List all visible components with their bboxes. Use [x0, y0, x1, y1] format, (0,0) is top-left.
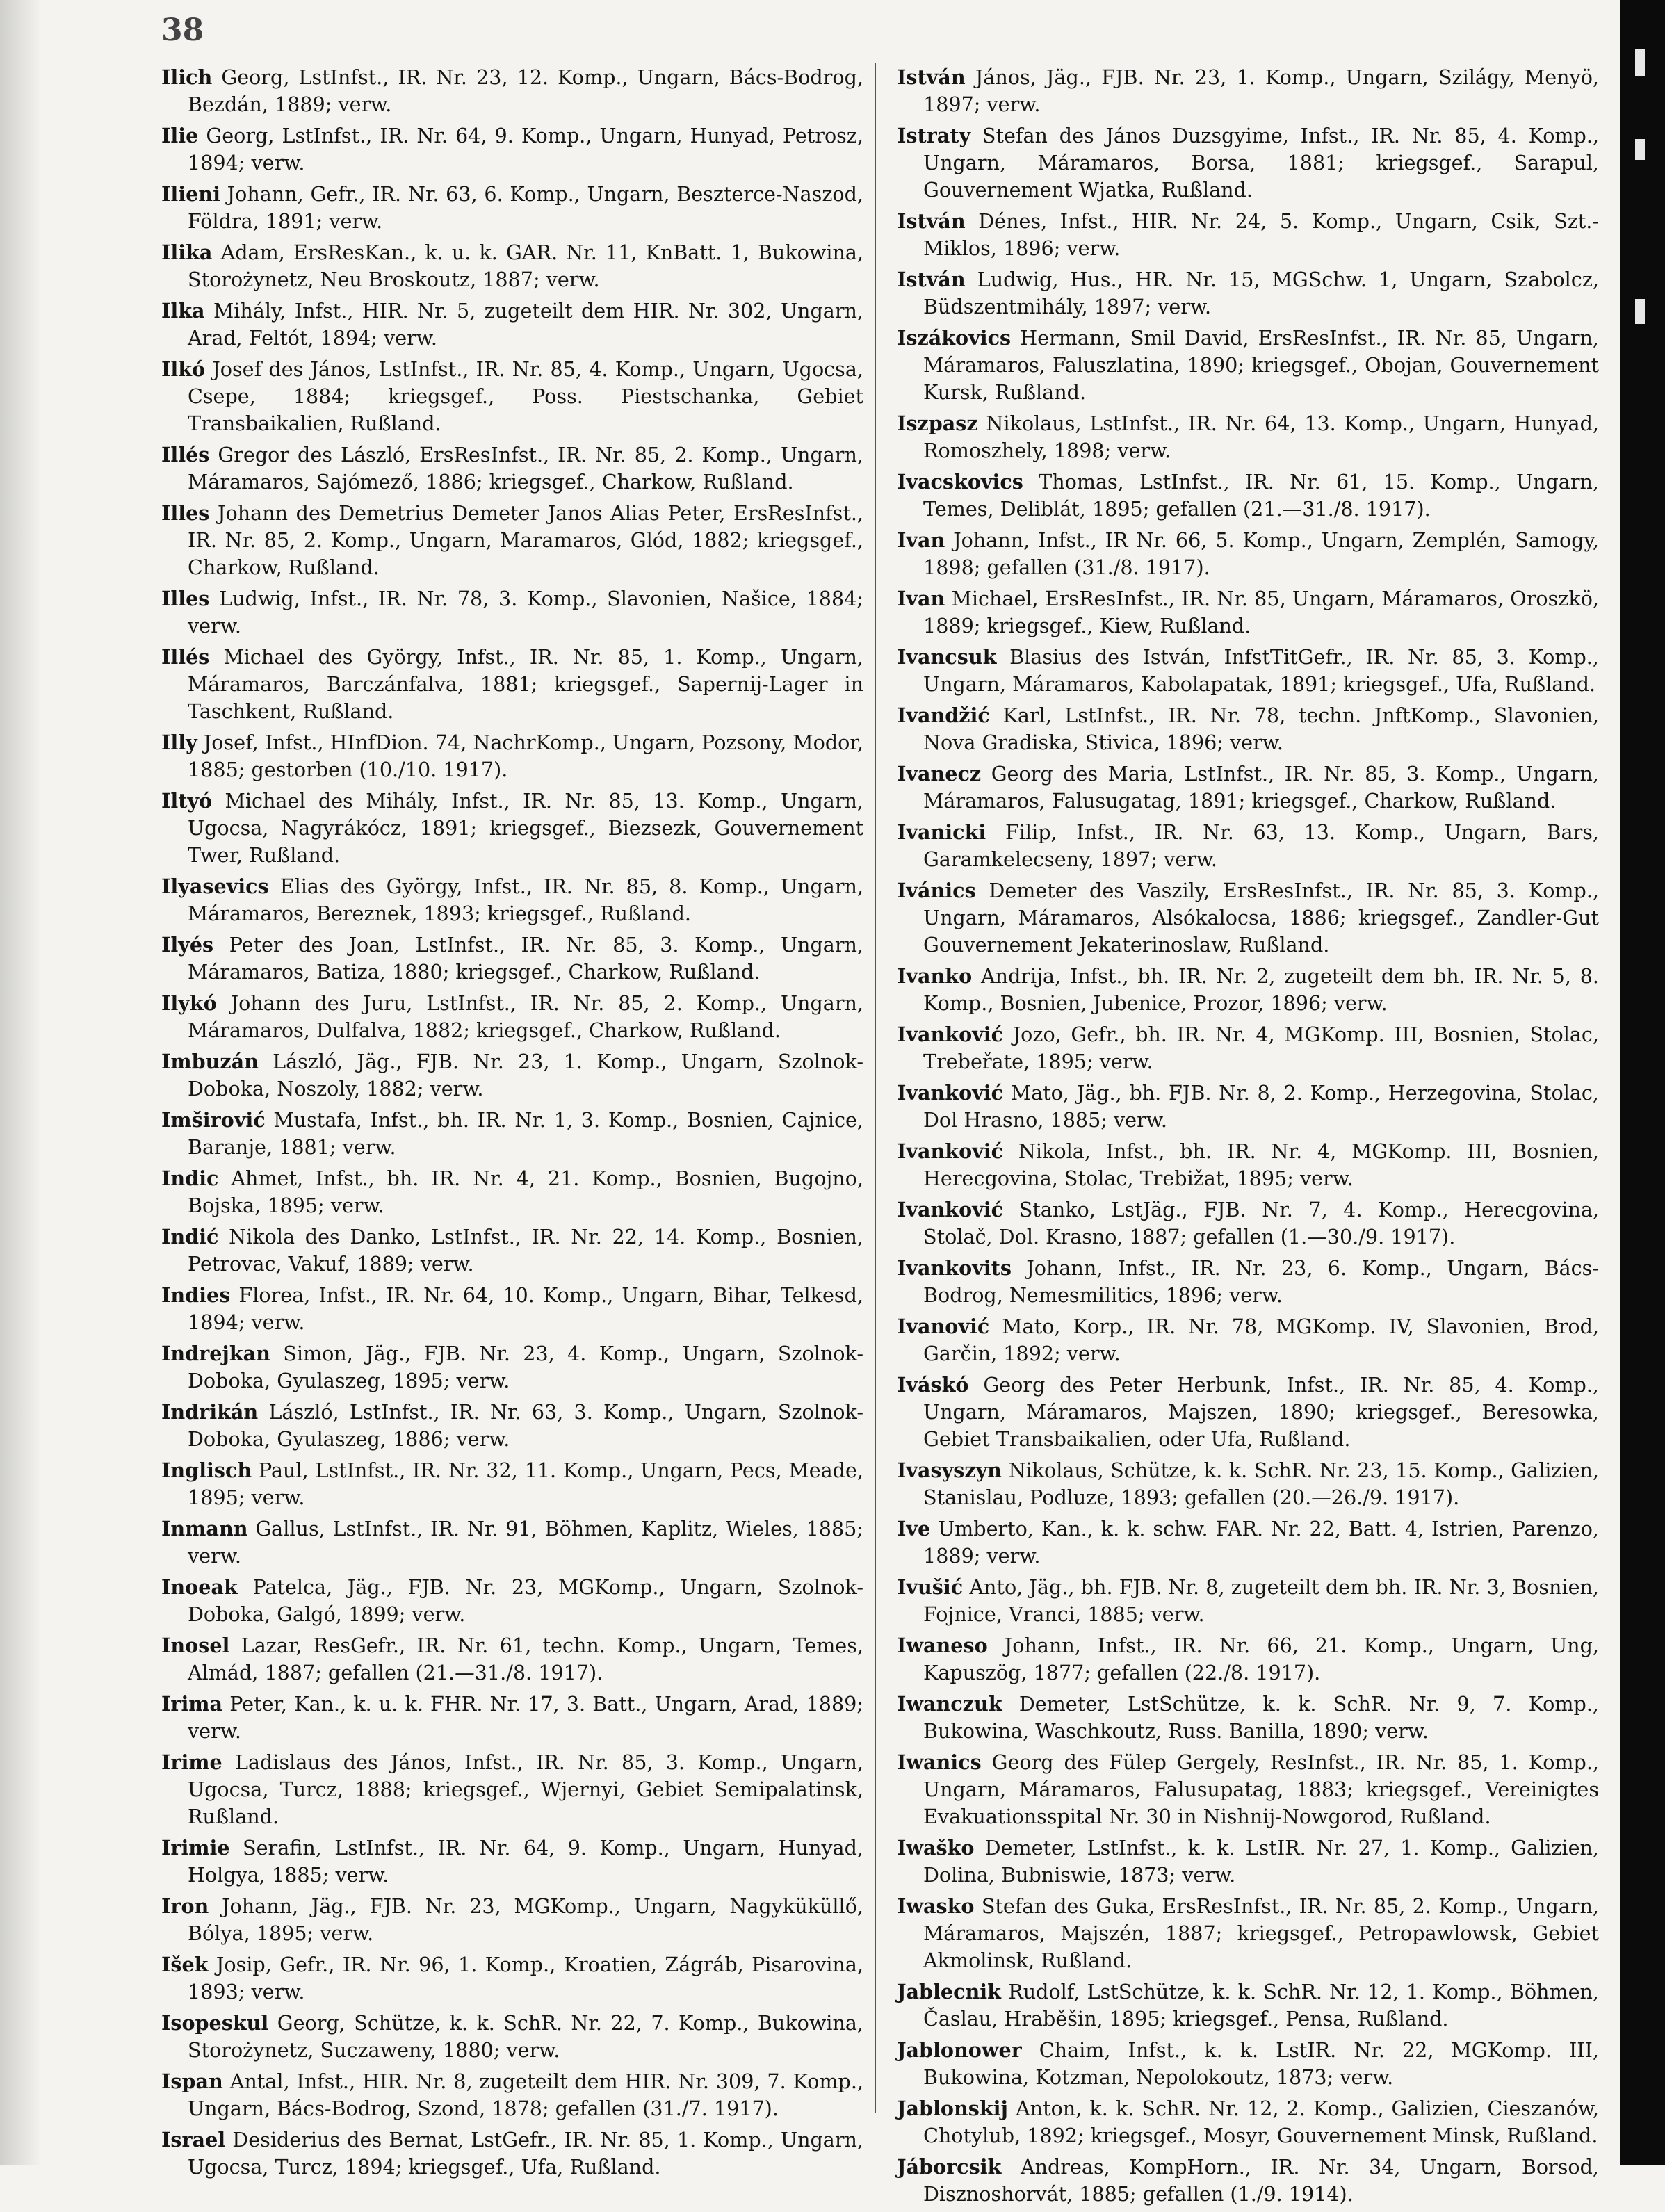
entry-details: Georg des Peter Herbunk, Infst., IR. Nr. 85, 4. Komp., Ungarn, Máramaros, Majszen, 1890; kriegsgef., Beresowka, Gebiet Transbaikalien, oder Ufa, Rußland. [923, 1373, 1599, 1451]
entry-details: Lazar, ResGefr., IR. Nr. 61, techn. Komp., Ungarn, Temes, Almád, 1887; gefallen (21.—31./8. 1917). [188, 1634, 863, 1684]
entry-name: Isopeskul [161, 2011, 269, 2035]
entry-details: Georg des Maria, LstInfst., IR. Nr. 85, 3. Komp., Ungarn, Máramaros, Falusugatag, 1891; kriegsgef., Charkow, Rußland. [923, 762, 1600, 813]
entry-details: Stefan des János Duzsgyime, Infst., IR. Nr. 85, 4. Komp., Ungarn, Máramaros, Borsa, 1881; kriegsgef., Sarapul, Gouvernement Wjatka, Rußland. [923, 124, 1600, 202]
list-entry [897, 1457, 1599, 1511]
list-entry [161, 932, 863, 986]
list-entry [161, 1749, 863, 1830]
list-entry [161, 356, 863, 437]
list-entry [161, 500, 863, 581]
list-entry [897, 1893, 1599, 1974]
entry-name: István [897, 209, 966, 233]
list-entry [897, 2037, 1599, 2091]
list-entry [897, 64, 1599, 118]
scan-edge-band [1620, 0, 1665, 2165]
entry-name: Iron [161, 1894, 209, 1918]
entry-details: Desiderius des Bernat, LstGefr., IR. Nr. 85, 1. Komp., Ungarn, Ugocsa, Turcz, 1894; kriegsgef., Ufa, Rußland. [188, 2128, 864, 2179]
entry-name: Ivacskovics [897, 470, 1023, 494]
list-entry [897, 1835, 1599, 1889]
list-entry [161, 1048, 863, 1103]
entry-details: Elias des György, Infst., IR. Nr. 85, 8. Komp., Ungarn, Máramaros, Bereznek, 1893; kriegsgef., Rußland. [188, 875, 863, 925]
entry-name: Inosel [161, 1634, 230, 1657]
list-entry [161, 1835, 863, 1889]
entry-name: Illy [161, 731, 197, 754]
entry-name: Illés [161, 443, 210, 466]
list-entry [161, 2126, 863, 2181]
list-entry [897, 469, 1599, 523]
entry-details: Peter, Kan., k. u. k. FHR. Nr. 17, 3. Batt., Ungarn, Arad, 1889; verw. [188, 1692, 864, 1743]
entry-details: Michael, ErsResInfst., IR. Nr. 85, Ungarn, Máramaros, Oroszkö, 1889; kriegsgef., Kiew, Rußland. [923, 587, 1599, 637]
list-entry [897, 266, 1599, 320]
list-entry [897, 1978, 1599, 2033]
entry-details: Jozo, Gefr., bh. IR. Nr. 4, MGKomp. III, Bosnien, Stolac, Trebeřate, 1895; verw. [923, 1023, 1599, 1073]
entry-details: Anton, k. k. SchR. Nr. 12, 2. Komp., Galizien, Cieszanów, Chotylub, 1892; kriegsgef., Mosyr, Gouvernement Minsk, Rußland. [923, 2097, 1599, 2147]
list-entry [161, 2068, 863, 2122]
entry-name: Imširović [161, 1108, 266, 1132]
list-entry [161, 1165, 863, 1219]
list-entry [161, 1223, 863, 1278]
entry-details: Patelca, Jäg., FJB. Nr. 23, MGKomp., Ungarn, Szolnok-Doboka, Galgó, 1899; verw. [188, 1575, 864, 1626]
entry-name: Ive [897, 1517, 931, 1540]
list-entry [897, 761, 1599, 815]
list-entry [897, 1080, 1599, 1134]
list-entry [161, 1282, 863, 1336]
entry-details: Adam, ErsResKan., k. u. k. GAR. Nr. 11, KnBatt. 1, Bukowina, Storożynetz, Neu Broskoutz, 1887; verw. [188, 241, 863, 291]
entry-name: István [897, 268, 966, 291]
list-entry [161, 181, 863, 235]
entry-name: Ivasyszyn [897, 1458, 1002, 1482]
list-entry [161, 1107, 863, 1161]
entry-name: Iwanczuk [897, 1692, 1002, 1716]
entry-details: Ludwig, Infst., IR. Nr. 78, 3. Komp., Slavonien, Našice, 1884; verw. [188, 587, 863, 637]
list-entry [897, 702, 1599, 756]
list-entry [897, 2095, 1599, 2149]
entry-details: Georg, LstInfst., IR. Nr. 64, 9. Komp., Ungarn, Hunyad, Petrosz, 1894; verw. [188, 124, 863, 174]
entry-name: Inglisch [161, 1458, 252, 1482]
list-entry [161, 1340, 863, 1394]
entry-details: Stanko, LstJäg., FJB. Nr. 7, 4. Komp., Herecgovina, Stolač, Dol. Krasno, 1887; gefallen (1.—30./9. 1917). [923, 1198, 1600, 1249]
entry-details: Johann, Infst., IR. Nr. 66, 21. Komp., Ungarn, Ung, Kapuszög, 1877; gefallen (22./8. 1917). [923, 1634, 1599, 1684]
scan-edge-mark [1635, 49, 1645, 76]
entry-details: Johann, Infst., IR. Nr. 23, 6. Komp., Ungarn, Bács-Bodrog, Nemesmilitics, 1896; verw. [923, 1256, 1599, 1307]
entry-name: Ilie [161, 124, 199, 147]
entry-name: Ispan [161, 2069, 223, 2093]
entry-name: Ivánics [897, 879, 976, 902]
list-entry [161, 122, 863, 177]
page-number: 38 [161, 13, 204, 48]
entry-details: Mato, Jäg., bh. FJB. Nr. 8, 2. Komp., Herzegovina, Stolac, Dol Hrasno, 1885; verw. [923, 1081, 1600, 1132]
entry-details: Dénes, Infst., HIR. Nr. 24, 5. Komp., Ungarn, Csik, Szt.-Miklos, 1896; verw. [923, 209, 1600, 260]
entry-name: Iszpasz [897, 412, 978, 435]
list-entry [897, 1574, 1599, 1628]
entry-details: Chaim, Infst., k. k. LstIR. Nr. 22, MGKomp. III, Bukowina, Kotzman, Nepolokoutz, 1873; verw. [923, 2038, 1599, 2089]
list-entry [161, 873, 863, 927]
list-entry [897, 877, 1599, 959]
entry-details: Peter des Joan, LstInfst., IR. Nr. 85, 3. Komp., Ungarn, Máramaros, Batiza, 1880; kriegsgef., Charkow, Rußland. [188, 933, 863, 984]
entry-details: Antal, Infst., HIR. Nr. 8, zugeteilt dem HIR. Nr. 309, 7. Komp., Ungarn, Bács-Bodrog, Szond, 1878; gefallen (31./7. 1917). [188, 2069, 864, 2120]
list-entry [161, 729, 863, 783]
entry-name: Ilika [161, 241, 213, 264]
entry-details: Ladislaus des János, Infst., IR. Nr. 85, 3. Komp., Ungarn, Ugocsa, Turcz, 1888; kriegsgef., Wjernyi, Gebiet Semipalatinsk, Rußland. [188, 1750, 863, 1828]
entry-name: Ilyasevics [161, 875, 269, 898]
entry-details: Nikolaus, LstInfst., IR. Nr. 64, 13. Komp., Ungarn, Hunyad, Romoszhely, 1898; verw. [923, 412, 1599, 462]
list-entry [897, 1138, 1599, 1192]
entry-name: Jáborcsik [897, 2155, 1002, 2179]
entry-name: Ilyés [161, 933, 214, 957]
list-entry [897, 1372, 1599, 1453]
entry-details: Georg, LstInfst., IR. Nr. 23, 12. Komp., Ungarn, Bács-Bodrog, Bezdán, 1889; verw. [188, 65, 863, 116]
entry-name: Ivanković [897, 1023, 1004, 1046]
entry-name: Istraty [897, 124, 971, 147]
list-entry [897, 1632, 1599, 1686]
list-entry [897, 1515, 1599, 1570]
entry-name: Indrikán [161, 1400, 259, 1424]
entry-details: Johann, Infst., IR Nr. 66, 5. Komp., Ungarn, Zemplén, Samogy, 1898; gefallen (31./8. 1917). [923, 528, 1599, 579]
entry-name: Ivan [897, 587, 945, 610]
entry-name: Ilkó [161, 357, 206, 381]
entry-details: Blasius des István, InfstTitGefr., IR. Nr. 85, 3. Komp., Ungarn, Máramaros, Kabolapatak, 1891; kriegsgef., Ufa, Rußland. [923, 645, 1599, 696]
list-entry [897, 963, 1599, 1017]
list-entry [161, 64, 863, 118]
entry-details: Josef des János, LstInfst., IR. Nr. 85, 4. Komp., Ungarn, Ugocsa, Csepe, 1884; kriegsgef., Poss. Piestschanka, Gebiet Transbaikalien, Rußland. [188, 357, 863, 435]
entry-details: Gallus, LstInfst., IR. Nr. 91, Böhmen, Kaplitz, Wieles, 1885; verw. [188, 1517, 863, 1568]
entry-details: Serafin, LstInfst., IR. Nr. 64, 9. Komp., Ungarn, Hunyad, Holgya, 1885; verw. [188, 1836, 863, 1887]
left-column [161, 64, 863, 2185]
entry-name: Jablonower [897, 2038, 1022, 2062]
entry-details: Nikola, Infst., bh. IR. Nr. 4, MGKomp. III, Bosnien, Herecgovina, Stolac, Trebižat, 1895; verw. [923, 1139, 1599, 1190]
entry-name: Irimie [161, 1836, 230, 1860]
entry-name: Inoeak [161, 1575, 238, 1599]
list-entry [161, 441, 863, 496]
entry-name: Irime [161, 1750, 222, 1774]
entry-details: Thomas, LstInfst., IR. Nr. 61, 15. Komp., Ungarn, Temes, Deliblát, 1895; gefallen (21.—31./8. 1917). [923, 470, 1599, 521]
list-entry [161, 239, 863, 293]
entry-name: Ivanko [897, 964, 973, 988]
entry-name: Iváskó [897, 1373, 969, 1397]
list-entry [897, 1255, 1599, 1309]
entry-details: Paul, LstInfst., IR. Nr. 32, 11. Komp., Ungarn, Pecs, Meade, 1895; verw. [188, 1458, 863, 1509]
entry-name: Ilieni [161, 182, 220, 206]
entry-name: Ivankovits [897, 1256, 1012, 1280]
list-entry [897, 1691, 1599, 1745]
entry-details: Stefan des Guka, ErsResInfst., IR. Nr. 85, 2. Komp., Ungarn, Máramaros, Majszén, 1887; kriegsgef., Petropawlowsk, Gebiet Akmolinsk, Rußland. [923, 1894, 1599, 1972]
entry-name: Ivanković [897, 1198, 1004, 1221]
list-entry [897, 644, 1599, 698]
entry-name: Ivanecz [897, 762, 982, 786]
entry-details: Johann des Juru, LstInfst., IR. Nr. 85, 2. Komp., Ungarn, Máramaros, Dulfalva, 1882; kriegsgef., Charkow, Rußland. [188, 991, 864, 1042]
entry-name: Imbuzán [161, 1050, 259, 1073]
entry-details: Florea, Infst., IR. Nr. 64, 10. Komp., Ungarn, Bihar, Telkesd, 1894; verw. [188, 1283, 863, 1334]
entry-details: Johann, Gefr., IR. Nr. 63, 6. Komp., Ungarn, Beszterce-Naszod, Földra, 1891; verw. [188, 182, 863, 233]
entry-name: Inmann [161, 1517, 248, 1540]
entry-name: Ivanicki [897, 820, 986, 844]
column-divider [875, 63, 876, 2113]
entry-details: László, Jäg., FJB. Nr. 23, 1. Komp., Ungarn, Szolnok-Doboka, Noszoly, 1882; verw. [188, 1050, 864, 1100]
entry-name: Jablecnik [897, 1980, 1001, 2003]
entry-name: Iltyó [161, 789, 213, 813]
entry-details: Simon, Jäg., FJB. Nr. 23, 4. Komp., Ungarn, Szolnok-Doboka, Gyulaszeg, 1895; verw. [188, 1342, 863, 1392]
entry-details: Josef, Infst., HInfDion. 74, NachrKomp., Ungarn, Pozsony, Modor, 1885; gestorben (10./10. 1917). [188, 731, 863, 781]
entry-details: Nikolaus, Schütze, k. k. SchR. Nr. 23, 15. Komp., Galizien, Stanislau, Podluze, 1893; gefallen (20.—26./9. 1917). [923, 1458, 1599, 1509]
entry-name: István [897, 65, 966, 89]
entry-name: Illes [161, 501, 210, 525]
entry-details: Gregor des László, ErsResInfst., IR. Nr. 85, 2. Komp., Ungarn, Máramaros, Sajómező, 1886; kriegsgef., Charkow, Rußland. [188, 443, 863, 494]
entry-details: Demeter, LstInfst., k. k. LstIR. Nr. 27, 1. Komp., Galizien, Dolina, Bubniswie, 1873; verw. [923, 1836, 1599, 1887]
entry-name: Israel [161, 2128, 226, 2152]
entry-name: Išek [161, 1953, 209, 1976]
page-shadow [0, 0, 42, 2165]
entry-name: Iwanics [897, 1750, 982, 1774]
entry-details: Hermann, Smil David, ErsResInfst., IR. Nr. 85, Ungarn, Máramaros, Faluszlatina, 1890; kriegsgef., Obojan, Gouvernement Kursk, Rußland. [923, 326, 1599, 404]
entry-details: Josip, Gefr., IR. Nr. 96, 1. Komp., Kroatien, Zágráb, Pisarovina, 1893; verw. [188, 1953, 863, 2003]
entry-name: Iszákovics [897, 326, 1012, 350]
list-entry [161, 2010, 863, 2064]
entry-name: Iwaško [897, 1836, 975, 1860]
entry-name: Ivanović [897, 1315, 990, 1338]
list-entry [897, 527, 1599, 581]
entry-details: Nikola des Danko, LstInfst., IR. Nr. 22, 14. Komp., Bosnien, Petrovac, Vakuf, 1889; verw. [188, 1225, 863, 1276]
entry-details: Filip, Infst., IR. Nr. 63, 13. Komp., Ungarn, Bars, Garamkelecseny, 1897; verw. [923, 820, 1599, 871]
scan-edge-mark [1635, 299, 1645, 324]
list-entry [897, 1749, 1599, 1830]
list-entry [897, 1196, 1599, 1251]
list-entry [161, 1574, 863, 1628]
list-entry [161, 1691, 863, 1745]
scan-edge-mark [1635, 139, 1645, 160]
list-entry [161, 1632, 863, 1686]
entry-details: Michael des György, Infst., IR. Nr. 85, 1. Komp., Ungarn, Máramaros, Barczánfalva, 1881; kriegsgef., Sapernij-Lager in Taschkent, Rußland. [188, 645, 863, 723]
entry-name: Indić [161, 1225, 219, 1249]
entry-details: Mihály, Infst., HIR. Nr. 5, zugeteilt dem HIR. Nr. 302, Ungarn, Arad, Feltót, 1894; verw. [188, 299, 863, 350]
list-entry [897, 410, 1599, 464]
list-entry [897, 325, 1599, 406]
entry-details: Michael des Mihály, Infst., IR. Nr. 85, 13. Komp., Ungarn, Ugocsa, Nagyrákócz, 1891; kriegsgef., Biezsezk, Gouvernement Twer, Rußland. [188, 789, 864, 867]
entry-details: Andrija, Infst., bh. IR. Nr. 2, zugeteilt dem bh. IR. Nr. 5, 8. Komp., Bosnien, Jubenice, Prozor, 1896; verw. [923, 964, 1600, 1015]
list-entry [897, 585, 1599, 640]
entry-details: Mustafa, Infst., bh. IR. Nr. 1, 3. Komp., Bosnien, Cajnice, Baranje, 1881; verw. [188, 1108, 864, 1159]
list-entry [161, 1515, 863, 1570]
list-entry [161, 298, 863, 352]
list-entry [161, 990, 863, 1044]
entry-name: Jablonskij [897, 2097, 1008, 2120]
entry-details: Johann des Demetrius Demeter Janos Alias Peter, ErsResInfst., IR. Nr. 85, 2. Komp., Ungarn, Maramaros, Glód, 1882; kriegsgef., Charkow, Rußland. [188, 501, 864, 579]
entry-name: Ivanković [897, 1139, 1004, 1163]
entry-name: Ivandžić [897, 704, 990, 727]
entry-details: Karl, LstInfst., IR. Nr. 78, techn. JnftKomp., Slavonien, Nova Gradiska, Stivica, 1896; verw. [923, 704, 1599, 754]
list-entry [161, 1893, 863, 1947]
list-entry [897, 1313, 1599, 1367]
entry-name: Iwasko [897, 1894, 975, 1918]
entry-name: Irima [161, 1692, 223, 1716]
entry-name: Indies [161, 1283, 231, 1307]
list-entry [161, 1457, 863, 1511]
entry-name: Ilykó [161, 991, 217, 1015]
list-entry [897, 208, 1599, 262]
entry-details: Umberto, Kan., k. k. schw. FAR. Nr. 22, Batt. 4, Istrien, Parenzo, 1889; verw. [923, 1517, 1599, 1568]
entry-details: Johann, Jäg., FJB. Nr. 23, MGKomp., Ungarn, Nagyküküllő, Bólya, 1895; verw. [188, 1894, 863, 1945]
entry-details: Ludwig, Hus., HR. Nr. 15, MGSchw. 1, Ungarn, Szabolcz, Büdszentmihály, 1897; verw. [923, 268, 1599, 318]
entry-name: Indrejkan [161, 1342, 270, 1365]
entry-name: Illes [161, 587, 210, 610]
entry-name: Iwaneso [897, 1634, 988, 1657]
entry-details: Mato, Korp., IR. Nr. 78, MGKomp. IV, Slavonien, Brod, Garčin, 1892; verw. [923, 1315, 1599, 1365]
list-entry [161, 585, 863, 640]
entry-name: Ivušić [897, 1575, 964, 1599]
list-entry [161, 1399, 863, 1453]
entry-name: Ilich [161, 65, 213, 89]
list-entry [897, 2154, 1599, 2208]
entry-name: Ivancsuk [897, 645, 997, 669]
entry-name: Ivanković [897, 1081, 1004, 1105]
entry-details: Andreas, KompHorn., IR. Nr. 34, Ungarn, Borsod, Disznoshorvát, 1885; gefallen (1./9. 1914). [923, 2155, 1600, 2206]
entry-details: János, Jäg., FJB. Nr. 23, 1. Komp., Ungarn, Szilágy, Menyö, 1897; verw. [923, 65, 1599, 116]
entry-details: Demeter des Vaszily, ErsResInfst., IR. Nr. 85, 3. Komp., Ungarn, Máramaros, Alsókalocsa, 1886; kriegsgef., Zandler-Gut Gouvernement Jekaterinoslaw, Rußland. [923, 879, 1600, 957]
entry-details: Rudolf, LstSchütze, k. k. SchR. Nr. 12, 1. Komp., Böhmen, Časlau, Hraběšin, 1895; kriegsgef., Pensa, Rußland. [923, 1980, 1599, 2031]
entry-details: Georg, Schütze, k. k. SchR. Nr. 22, 7. Komp., Bukowina, Storożynetz, Suczaweny, 1880; verw. [188, 2011, 864, 2062]
entry-details: Ahmet, Infst., bh. IR. Nr. 4, 21. Komp., Bosnien, Bugojno, Bojska, 1895; verw. [188, 1166, 863, 1217]
list-entry [161, 1951, 863, 2006]
right-column [897, 64, 1599, 2212]
entry-details: László, LstInfst., IR. Nr. 63, 3. Komp., Ungarn, Szolnok-Doboka, Gyulaszeg, 1886; verw. [188, 1400, 863, 1451]
list-entry [161, 788, 863, 869]
entry-details: Anto, Jäg., bh. FJB. Nr. 8, zugeteilt dem bh. IR. Nr. 3, Bosnien, Fojnice, Vranci, 1885; verw. [923, 1575, 1599, 1626]
list-entry [161, 644, 863, 725]
entry-name: Illés [161, 645, 210, 669]
entry-name: Indic [161, 1166, 219, 1190]
entry-details: Demeter, LstSchütze, k. k. SchR. Nr. 9, 7. Komp., Bukowina, Waschkoutz, Russ. Banilla, 1890; verw. [923, 1692, 1599, 1743]
entry-name: Ivan [897, 528, 945, 552]
entry-name: Ilka [161, 299, 205, 323]
entry-details: Georg des Fülep Gergely, ResInfst., IR. Nr. 85, 1. Komp., Ungarn, Máramaros, Falusupatag, 1883; kriegsgef., Vereinigtes Evakuationsspital Nr. 30 in Nishnij-Nowgorod, Rußland. [923, 1750, 1599, 1828]
list-entry [897, 122, 1599, 204]
list-entry [897, 819, 1599, 873]
list-entry [897, 1021, 1599, 1075]
